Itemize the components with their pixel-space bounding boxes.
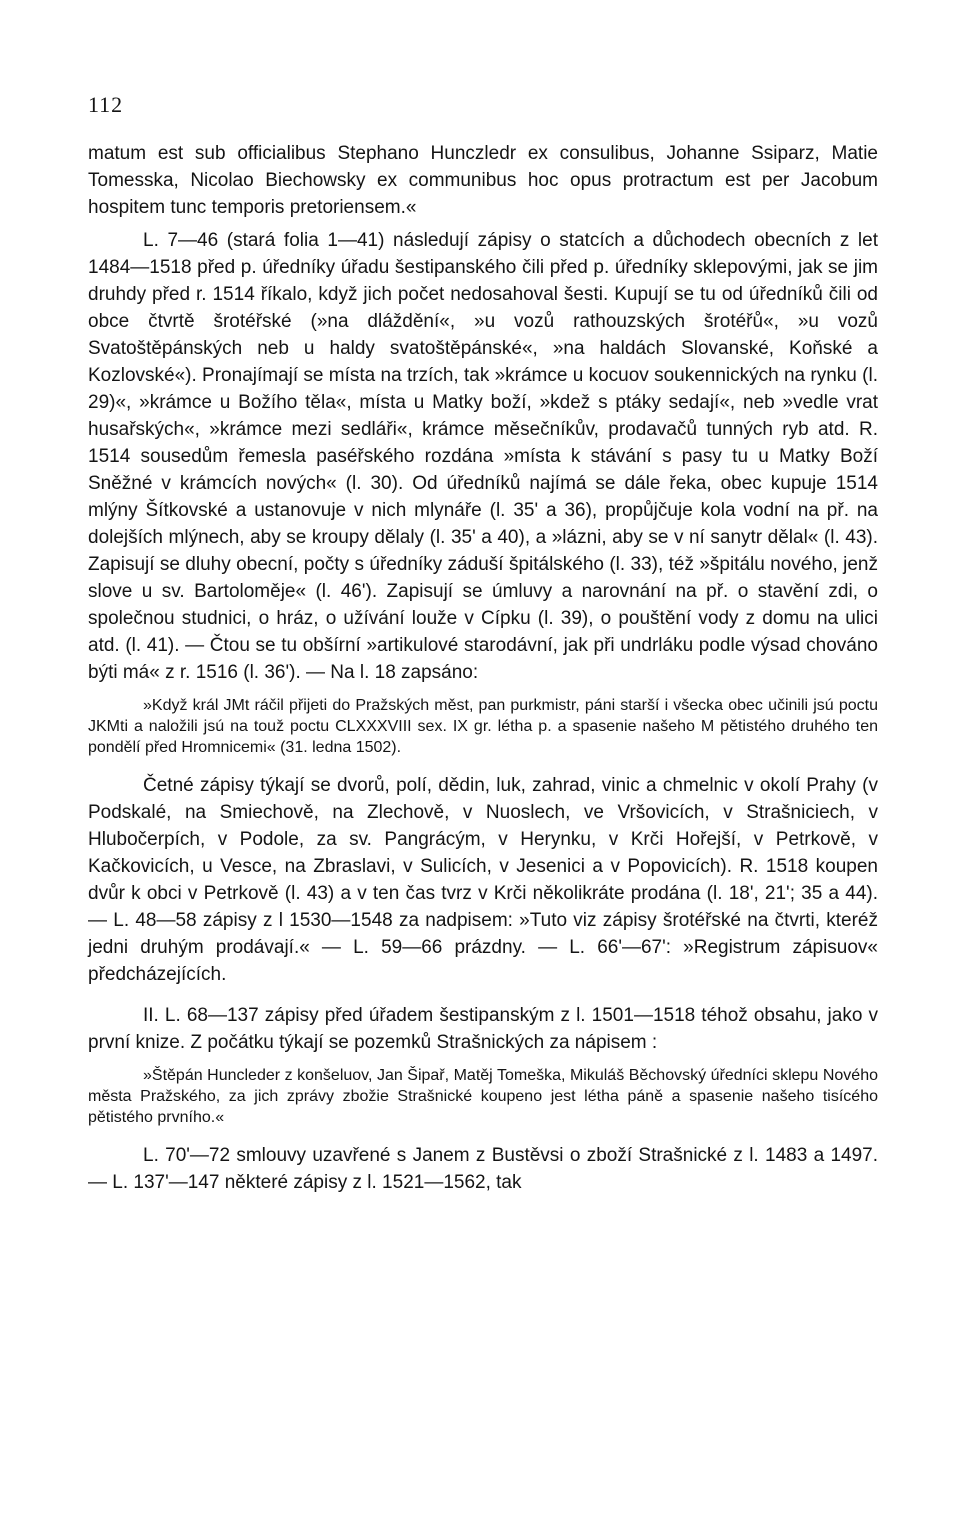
page-number: 112 <box>88 92 124 117</box>
paragraph-continuation: matum est sub officialibus Stephano Hunczledr ex consulibus, Johanne Ssiparz, Matie Tomesska, Nicolao Biechowsky ex communibus hoc opus protractum est per Jacobum hospitem tunc temporis pretoriensem.« <box>88 143 878 218</box>
paragraph-folia-7-46: L. 7—46 (stará folia 1—41) následují zápisy o statcích a důchodech obecních z let 1484—1518 před p. úředníky úřadu šestipanského čili před p. úředníky sklepovými, jak se jim druhdy před r. 1514 říkalo, když jich počet nedosahoval šesti. Kupují se tu od úředníků čili od obce čtvrtě šrotéřské (»na dláždění«, »u vozů rathouzských šrotéřů«, »u vozů Svatoštěpánských neb u haldy svatoštěpánské«, »na haldách Slovanské, Koňské a Kozlovské«). Pronajímají se místa na trzích, tak »krámce u kocuov soukennických na rynku (l. 29)«, »krámce u Božího těla«, místa u Matky boží, »kdež s ptáky sedají«, neb »vedle vrat husařských«, »krámce mezi sedláři«, krámce měsečníkův, prodavačů tunných ryb atd. R. 1514 sousedům řemesla paséřského rozdána »místa k stávání s pasy tu u Matky Boží Sněžné v krámcích nových« (l. 30). Od úředníků najímá se dále řeka, obec kupuje 1514 mlýny Šítkovské a ustanovuje v nich mlynáře (l. 35' a 36), propůjčuje kola vodní na př. na dolejších mlýnech, aby se kroupy dělaly (l. 35' a 40), a »lázni, aby se v ní sanytr dělal« (l. 43). Zapisují se dluhy obecní, počty s úředníky záduší špitálského (l. 33), též »špitálu nového, jenž slove u sv. Bartoloměje« (l. 46'). Zapisují se úmluvy a narovnání na př. o stavění zdi, o společnou studnici, o hráz, o užívání louže v Cípku (l. 39), o pouštění vody z domu na ulici atd. (l. 41). — Čtou se tu obšírní »artikulové starodávní, jak při undrláku podle výsad chováno býti má« z r. 1516 (l. 36'). — Na l. 18 zapsáno: <box>88 230 878 683</box>
paragraph-folia-70-72: L. 70'—72 smlouvy uzavřené s Janem z Bustěvsi o zboží Strašnické z l. 1483 a 1497. — L. 137'—147 některé zápisy z l. 1521—1562, tak <box>88 1145 878 1193</box>
quote-strasnice: »Štěpán Huncleder z konšeluov, Jan Šipař, Matěj Tomeška, Mikuláš Běchovský úředníci sklepu Nového města Pražského, za jich zprávy zbožie Strašnické koupeno jest létha páně a spasenie našeho tisícého pětistého prvního.« <box>88 1067 878 1126</box>
text-column <box>88 140 878 1196</box>
paragraph-estates: Četné zápisy týkají se dvorů, polí, dědin, luk, zahrad, vinic a chmelnic v okolí Prahy (v Podskalé, na Smiechově, na Zlechově, v Nuoslech, ve Vršovicích, v Strašniciech, v Hlubočerpích, v Podole, za sv. Pangrácým, v Herynku, v Krči Hořejší, v Petrkově, v Kačkovicích, u Vesce, na Zbraslavi, v Sulicích, v Jesenici a v Popovicích). R. 1518 koupen dvůr k obci v Petrkově (l. 43) a v ten čas tvrz v Krči několikráte prodána (l. 18', 21'; 35 a 44). — L. 48—58 zápisy z l 1530—1548 za nadpisem: »Tuto viz zápisy šrotéřské na čtvrti, kteréž jedni druhým prodávají.« — L. 59—66 prázdny. — L. 66'—67': »Registrum zápisuov« předcházejících. <box>88 775 878 985</box>
paragraph-section-ii: II. L. 68—137 zápisy před úřadem šestipanským z l. 1501—1518 téhož obsahu, jako v první knize. Z počátku týkají se pozemků Strašnických za nápisem : <box>88 1005 878 1053</box>
quote-king-visit: »Když král JMt ráčil přijeti do Pražských měst, pan purkmistr, páni starší i všecka obec učinili jsú poctu JKMti a naložili jsú na touž poctu CLXXXVIII sex. IX gr. létha p. a spasenie našeho M pětistého druhého ten pondělí před Hromnicemi« (31. ledna 1502). <box>88 697 878 756</box>
